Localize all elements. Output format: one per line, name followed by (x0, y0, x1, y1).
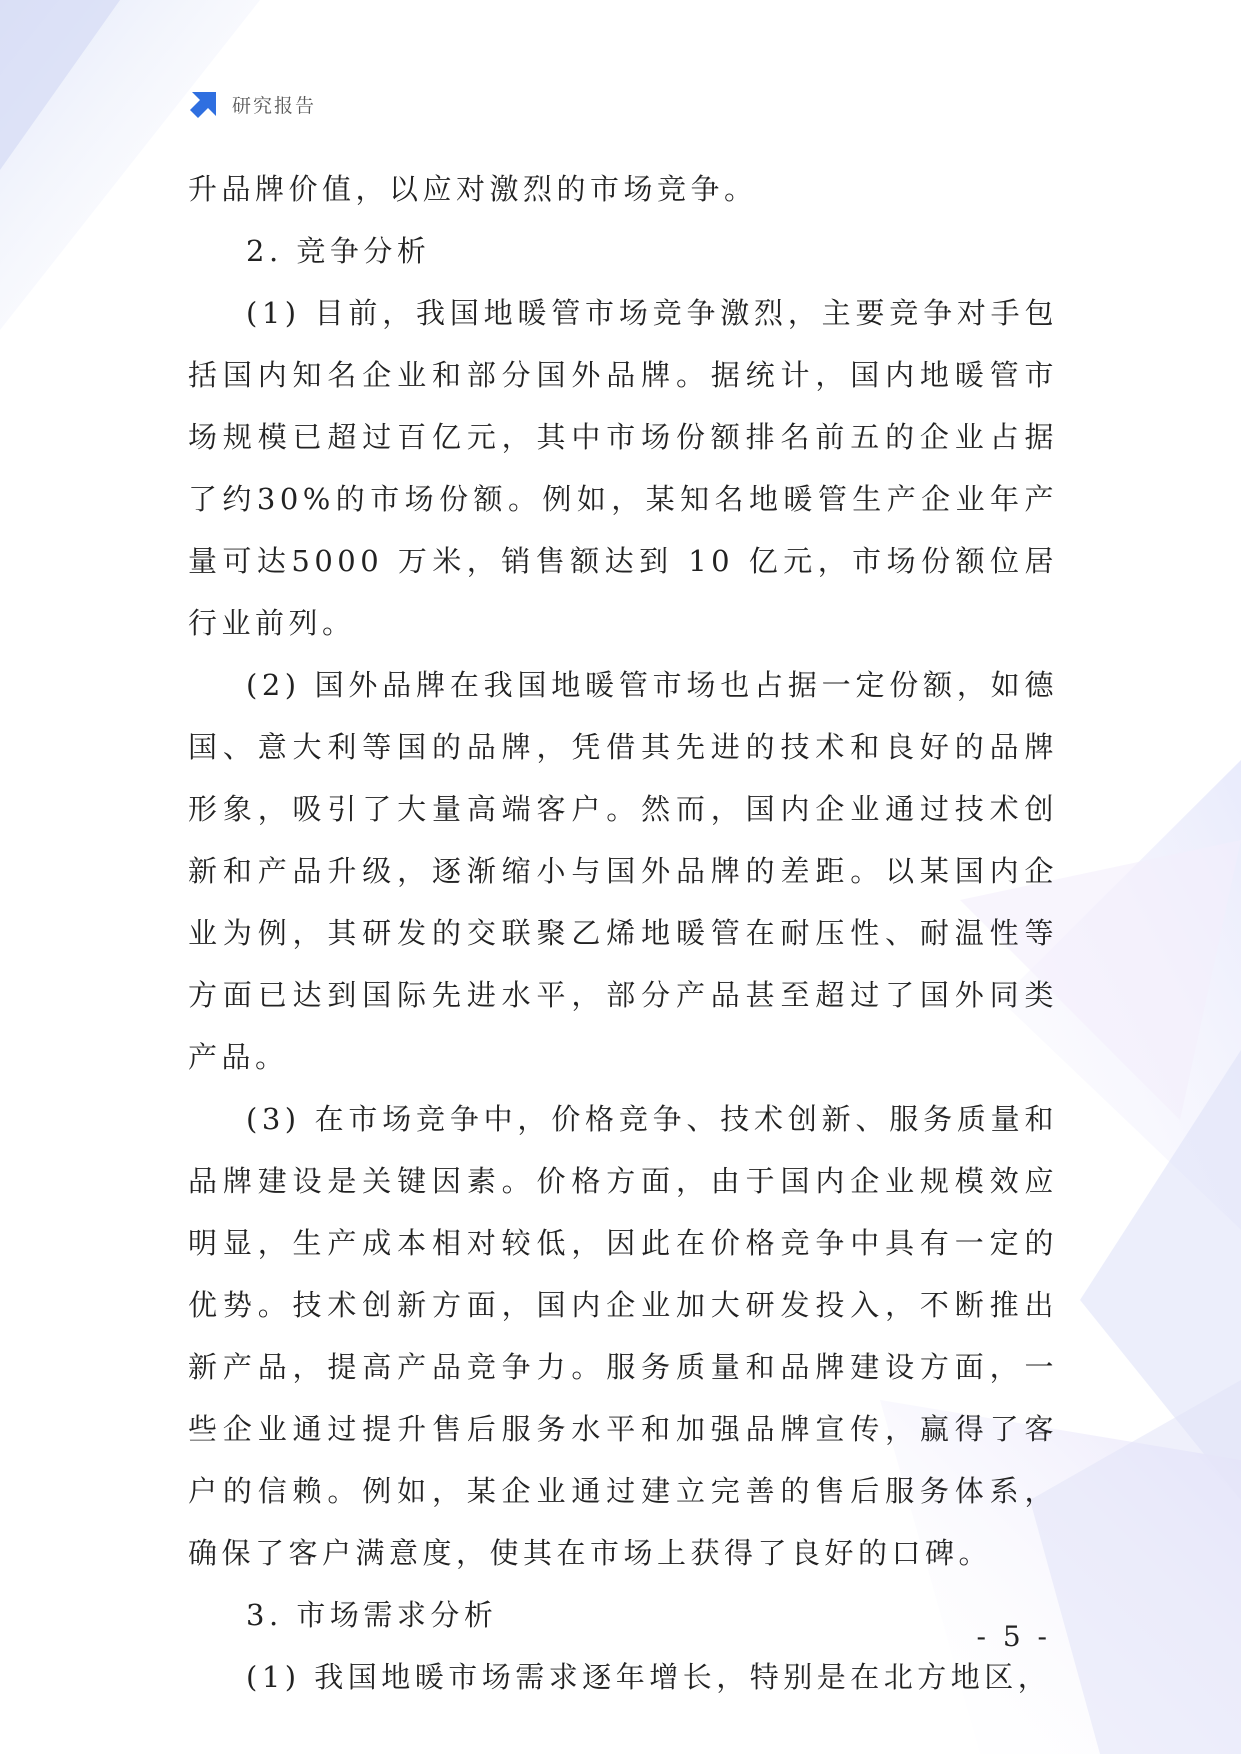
document-body (188, 158, 1058, 1708)
paragraph-demand-1: (1) 我国地暖市场需求逐年增长，特别是在北方地区， (246, 1660, 1052, 1694)
header-label: 研究报告 (232, 94, 317, 117)
paragraph-competition-2: (2) 国外品牌在我国地暖管市场也占据一定份额，如德国、意大利等国的品牌，凭借其先进的技术和良好的品牌形象，吸引了大量高端客户。然而，国内企业通过技术创新和产品升级，逐渐缩小与国外品牌的差距。以某国内企业为例，其研发的交联聚乙烯地暖管在耐压性、耐温性等方面已达到国际先进水平，部分产品甚至超过了国外同类产品。 (188, 668, 1058, 1074)
paragraph-continuation: 升品牌价值，以应对激烈的市场竞争。 (188, 172, 758, 206)
section-heading-demand: 3. 市场需求分析 (246, 1598, 498, 1632)
report-header (188, 88, 316, 120)
paragraph-competition-3: (3) 在市场竞争中，价格竞争、技术创新、服务质量和品牌建设是关键因素。价格方面，由于国内企业规模效应明显，生产成本相对较低，因此在价格竞争中具有一定的优势。技术创新方面，国内企业加大研发投入，不断推出新产品，提高产品竞争力。服务质量和品牌建设方面，一些企业通过提升售后服务水平和加强品牌宣传，赢得了客户的信赖。例如，某企业通过建立完善的售后服务体系，确保了客户满意度，使其在市场上获得了良好的口碑。 (188, 1102, 1058, 1570)
paragraph-competition-1: (1) 目前，我国地暖管市场竞争激烈，主要竞争对手包括国内知名企业和部分国外品牌。据统计，国内地暖管市场规模已超过百亿元，其中市场份额排名前五的企业占据了约30%的市场份额。例如，某知名地暖管生产企业年产量可达5000 万米，销售额达到 10 亿元，市场份额位居行业前列。 (188, 296, 1058, 640)
arrow-up-right-icon (188, 88, 220, 120)
page-number: - 5 - (976, 1620, 1051, 1653)
section-heading-competition: 2. 竞争分析 (246, 234, 431, 268)
